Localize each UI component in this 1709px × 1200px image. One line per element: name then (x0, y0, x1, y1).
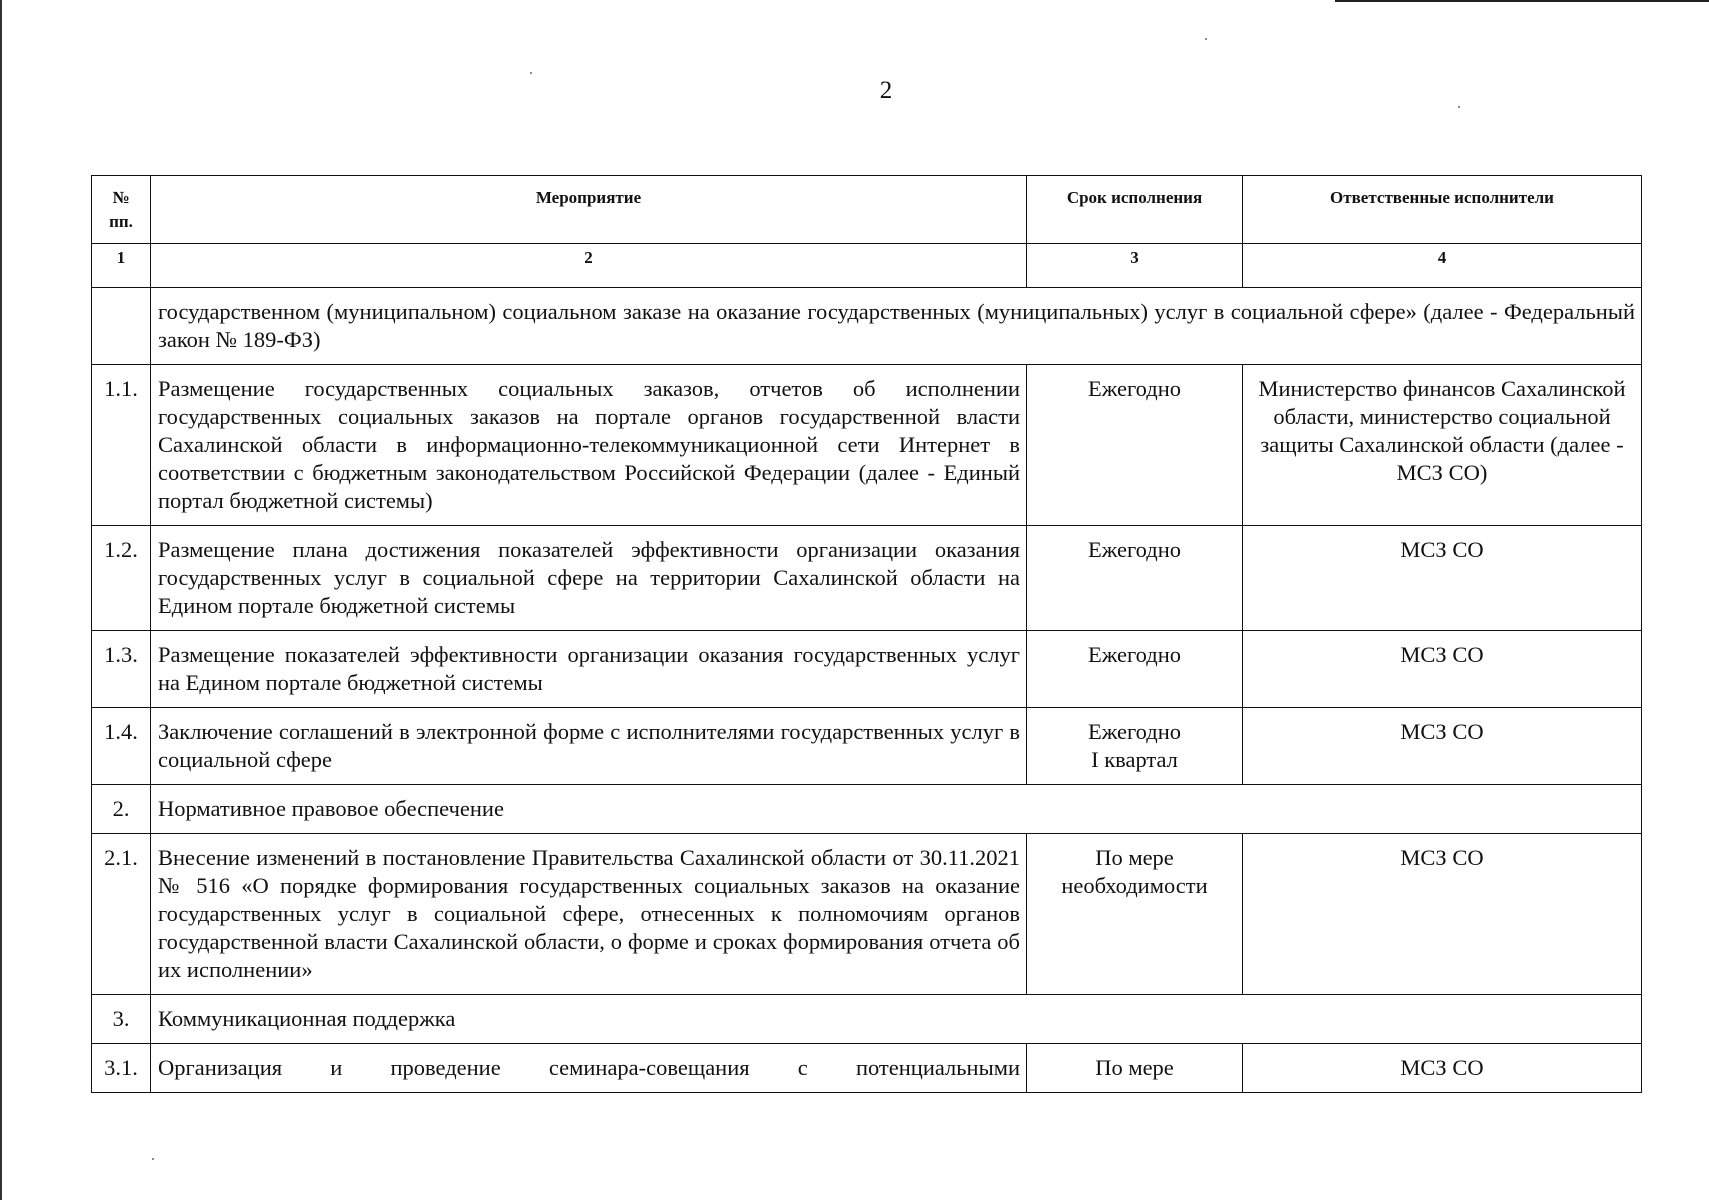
header-event: Мероприятие (151, 176, 1027, 244)
row-event: Внесение изменений в постановление Правительства Сахалинской области от 30.11.2021 № 516 «О порядке формирования государственных социальных заказов на оказание государственных услуг в социальной сфере, отнесенных к полномочиям органов государственной власти Сахалинской области, о форме и сроках формирования отчета об их исполнении» (151, 834, 1027, 995)
column-number: 2 (151, 244, 1027, 288)
row-executors: МСЗ СО (1243, 526, 1642, 631)
column-number: 3 (1027, 244, 1243, 288)
column-number: 1 (92, 244, 151, 288)
row-number: 3.1. (92, 1044, 151, 1093)
section-title: Коммуникационная поддержка (151, 995, 1642, 1044)
row-event: Размещение плана достижения показателей эффективности организации оказания государственных услуг в социальной сфере на территории Сахалинской области на Едином портале бюджетной системы (151, 526, 1027, 631)
column-number: 4 (1243, 244, 1642, 288)
continuation-num-cell (92, 288, 151, 365)
row-deadline: Ежегодно (1027, 526, 1243, 631)
table-row (92, 1044, 1642, 1093)
deadline-line: необходимости (1061, 873, 1208, 898)
scan-edge-top (1335, 0, 1709, 2)
row-event: Размещение государственных социальных заказов, отчетов об исполнении государственных социальных заказов на портале органов государственной власти Сахалинской области в информационно-телекоммуникационной сети Интернет в соответствии с бюджетным законодательством Российской Федерации (далее - Единый портал бюджетной системы) (151, 365, 1027, 526)
event-plan-table (91, 175, 1642, 1093)
table-row (92, 708, 1642, 785)
row-deadline: Ежегодно (1027, 365, 1243, 526)
header-num: № пп. (92, 176, 151, 244)
section-row (92, 995, 1642, 1044)
scan-edge-left (0, 0, 2, 1200)
scan-speck (1205, 38, 1207, 40)
column-number-row (92, 244, 1642, 288)
deadline-line: По мере (1095, 845, 1174, 870)
row-number: 1.3. (92, 631, 151, 708)
scan-speck (152, 1158, 154, 1160)
row-number: 1.1. (92, 365, 151, 526)
table-row (92, 834, 1642, 995)
header-row (92, 176, 1642, 244)
row-executors: МСЗ СО (1243, 834, 1642, 995)
continuation-text: государственном (муниципальном) социальном заказе на оказание государственных (муниципальных) услуг в социальной сфере» (далее - Федеральный закон № 189-ФЗ) (151, 288, 1642, 365)
header-executors: Ответственные исполнители (1243, 176, 1642, 244)
row-executors: МСЗ СО (1243, 631, 1642, 708)
row-event: Заключение соглашений в электронной форме с исполнителями государственных услуг в социальной сфере (151, 708, 1027, 785)
deadline-line: I квартал (1091, 747, 1178, 772)
section-title: Нормативное правовое обеспечение (151, 785, 1642, 834)
row-number: 2.1. (92, 834, 151, 995)
page-number: 2 (879, 77, 893, 104)
row-number: 1.2. (92, 526, 151, 631)
table-row (92, 631, 1642, 708)
deadline-line: Ежегодно (1088, 719, 1181, 744)
row-event: Организация и проведение семинара-совещания с потенциальными (151, 1044, 1027, 1093)
row-executors: МСЗ СО (1243, 1044, 1642, 1093)
row-executors: Министерство финансов Сахалинской области, министерство социальной защиты Сахалинской области (далее - МСЗ СО) (1243, 365, 1642, 526)
row-event: Размещение показателей эффективности организации оказания государственных услуг на Едином портале бюджетной системы (151, 631, 1027, 708)
row-deadline: По мере (1027, 1044, 1243, 1093)
row-deadline: Ежегодно (1027, 631, 1243, 708)
row-number: 1.4. (92, 708, 151, 785)
continuation-row (92, 288, 1642, 365)
scan-speck (530, 72, 532, 74)
section-row (92, 785, 1642, 834)
header-deadline: Срок исполнения (1027, 176, 1243, 244)
row-deadline (1027, 708, 1243, 785)
table-row (92, 526, 1642, 631)
scan-speck (1458, 106, 1460, 108)
row-deadline (1027, 834, 1243, 995)
row-executors: МСЗ СО (1243, 708, 1642, 785)
table-row (92, 365, 1642, 526)
section-number: 3. (92, 995, 151, 1044)
section-number: 2. (92, 785, 151, 834)
